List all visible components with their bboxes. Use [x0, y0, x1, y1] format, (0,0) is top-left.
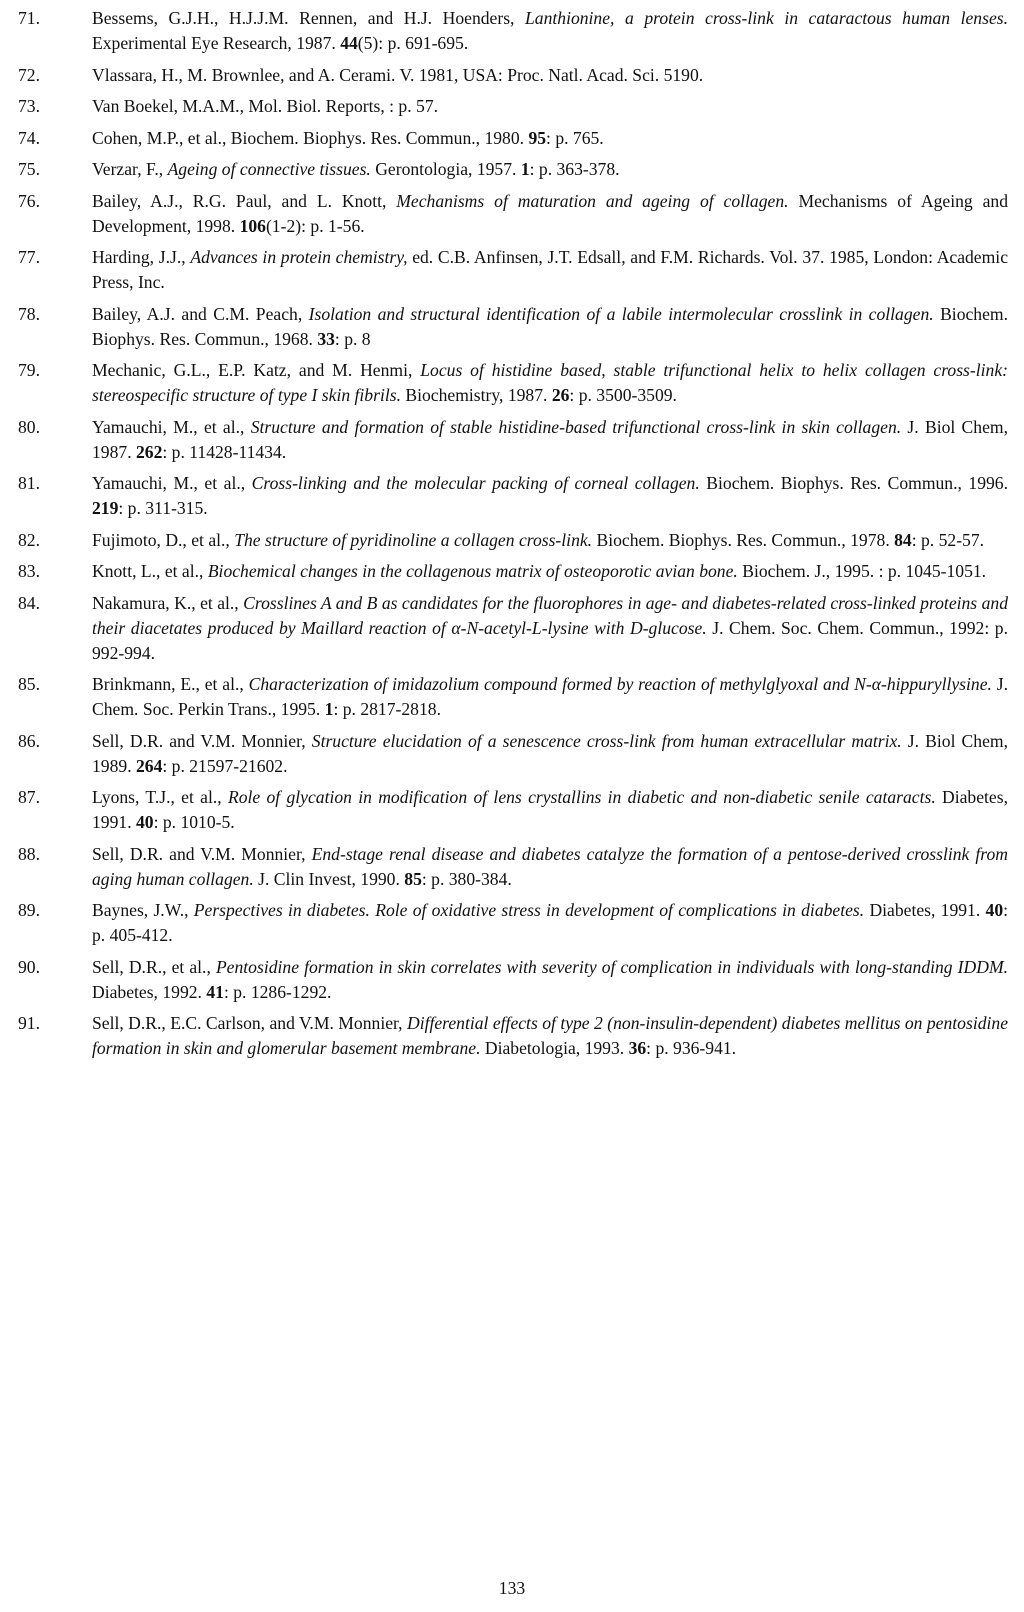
reference-pages: : p. 3500-3509. [569, 385, 677, 405]
reference-source: Gerontologia, 1957. [370, 159, 521, 179]
reference-source: ed. C.B. Anfinsen, J.T. Edsall, and F.M. Richards. Vol. 37. 1985, London: Academic Press, Inc. [92, 247, 1009, 292]
reference-item [0, 157, 1024, 182]
reference-number: 88. [18, 843, 40, 864]
reference-text [92, 559, 1008, 584]
reference-authors: Nakamura, K., et al., [92, 592, 244, 613]
reference-authors: Van Boekel, M.A.M., Mol. Biol. Reports, [92, 96, 390, 116]
reference-pages: (5): p. 691-695. [357, 33, 469, 53]
page-number: 133 [498, 1578, 526, 1598]
reference-pages: : p. 1010-5. [153, 812, 235, 832]
reference-source: J. Chem. Soc. Chem. Commun., 1992: p. 992-994. [92, 617, 1008, 663]
reference-item [0, 1011, 1024, 1061]
reference-authors: Knott, L., et al., [92, 561, 208, 581]
reference-pages: : p. 11428-11434. [162, 441, 287, 462]
reference-pages: : p. 1286-1292. [223, 981, 332, 1002]
reference-number: 80. [18, 416, 40, 437]
reference-authors: Sell, D.R., et al., [92, 956, 216, 977]
reference-authors: Baynes, J.W., [92, 900, 194, 920]
reference-text [92, 6, 1008, 56]
reference-volume: 219 [92, 498, 119, 518]
reference-authors: Yamauchi, M., et al., [92, 473, 252, 493]
reference-volume: 85 [404, 868, 422, 889]
reference-item [0, 126, 1024, 151]
reference-source: J. Clin Invest, 1990. [253, 868, 405, 889]
reference-text [92, 415, 1008, 465]
reference-text [92, 672, 1008, 722]
reference-authors: Harding, J.J., [92, 247, 191, 267]
reference-item [0, 898, 1024, 948]
reference-volume: 264 [135, 755, 163, 776]
reference-volume: 41 [206, 981, 224, 1002]
reference-number: 72. [18, 64, 40, 85]
reference-volume: 1 [324, 699, 334, 719]
reference-list [0, 6, 1024, 1068]
reference-text [92, 898, 1008, 948]
reference-pages: : p. 380-384. [421, 868, 512, 889]
reference-number: 73. [18, 96, 40, 116]
reference-title: Locus of histidine based, stable trifunctional helix to helix collagen cross-link: stereospecific structure of type I skin fibrils. [92, 360, 1008, 405]
reference-text [92, 126, 1008, 151]
reference-volume: 40 [985, 900, 1004, 920]
reference-title: Role of glycation in modification of lens crystallins in diabetic and non-diabetic senile cataracts. [227, 787, 936, 807]
reference-pages: : p. 311-315. [118, 498, 208, 518]
reference-authors: Mechanic, G.L., E.P. Katz, and M. Henmi, [92, 360, 421, 380]
reference-number: 74. [18, 127, 40, 148]
reference-number: 91. [18, 1013, 40, 1033]
reference-title: Differential effects of type 2 (non-insulin-dependent) diabetes mellitus on pentosidine formation in skin and glomerular basement membrane. [92, 1013, 1009, 1058]
reference-item [0, 245, 1024, 295]
reference-authors: Vlassara, H., M. Brownlee, and A. Cerami. V [92, 64, 410, 85]
reference-authors: Brinkmann, E., et al., [92, 674, 249, 694]
reference-volume: 40 [135, 812, 154, 832]
reference-volume: 44 [340, 33, 358, 53]
reference-title: Lanthionine, a protein cross-link in cataractous human lenses. [525, 8, 1008, 28]
reference-authors: Bailey, A.J., R.G. Paul, and L. Knott, [92, 190, 397, 211]
reference-item [0, 358, 1024, 408]
reference-text [92, 302, 1008, 352]
reference-title: Biochemical changes in the collagenous matrix of osteoporotic avian bone. [207, 561, 738, 581]
reference-item [0, 729, 1024, 779]
reference-title: Pentosidine formation in skin correlates with severity of complication in individuals with long-standing IDDM. [215, 956, 1008, 977]
reference-source: Biochemistry, 1987. [400, 385, 552, 405]
reference-number: 90. [18, 956, 40, 977]
reference-number: 84. [18, 592, 40, 613]
reference-item [0, 471, 1024, 521]
reference-volume: 1 [520, 159, 530, 179]
reference-volume: 262 [135, 441, 163, 462]
reference-authors: Bessems, G.J.H., H.J.J.M. Rennen, and H.J. Hoenders, [92, 8, 525, 28]
reference-pages: : p. 1045-1051. [878, 561, 987, 581]
reference-title: Structure and formation of stable histidine-based trifunctional cross-link in skin collagen. [250, 416, 902, 437]
reference-source: J. Biol Chem, 1987. [92, 416, 1008, 462]
reference-item [0, 955, 1024, 1005]
reference-title: Characterization of imidazolium compound formed by reaction of methylglyoxal and N-α-hippuryllysine. [248, 674, 992, 694]
reference-title: End-stage renal disease and diabetes catalyze the formation of a pentose-derived crosslink from aging human collagen. [92, 843, 1008, 889]
reference-pages: : p. 936-941. [646, 1038, 737, 1058]
reference-authors: Lyons, T.J., et al., [92, 787, 228, 807]
reference-authors: Fujimoto, D., et al., [92, 529, 235, 550]
reference-volume: 26 [551, 385, 570, 405]
reference-title: Crosslines A and B as candidates for the fluorophores in age- and diabetes-related cross-linked proteins and their diacetates produced by Maillard reaction of α-N-acetyl-L-lysine with D-glucose. [92, 592, 1008, 638]
reference-number: 85. [18, 674, 40, 694]
reference-authors: Sell, D.R. and V.M. Monnier, [92, 730, 312, 751]
reference-pages: : p. 405-412. [92, 900, 1009, 945]
reference-text [92, 528, 1008, 553]
reference-item [0, 189, 1024, 239]
reference-pages: : p. 8 [334, 328, 371, 349]
reference-source: Biochem. J., 1995. [737, 561, 879, 581]
reference-text [92, 471, 1008, 521]
reference-item [0, 842, 1024, 892]
reference-pages: : p. 363-378. [529, 159, 620, 179]
reference-item [0, 672, 1024, 722]
reference-item [0, 591, 1024, 666]
reference-volume: 84 [894, 529, 912, 550]
reference-number: 75. [18, 159, 40, 179]
reference-text [92, 591, 1008, 666]
reference-text [92, 729, 1008, 779]
reference-source: Biochem. Biophys. Res. Commun., 1996. [699, 473, 1008, 493]
reference-number: 71. [18, 8, 40, 28]
reference-source: J. Biol Chem, 1989. [92, 730, 1008, 776]
reference-source: Biochem. Biophys. Res. Commun., 1968. [92, 303, 1008, 349]
reference-number: 82. [18, 529, 40, 550]
reference-title: Cross-linking and the molecular packing of corneal collagen. [251, 473, 700, 493]
reference-item [0, 785, 1024, 835]
reference-text [92, 842, 1008, 892]
reference-text [92, 358, 1008, 408]
reference-number: 79. [18, 360, 40, 380]
reference-pages: (1-2): p. 1-56. [265, 215, 365, 236]
reference-number: 89. [18, 900, 40, 920]
reference-number: 87. [18, 787, 40, 807]
reference-source: . 1981, USA: Proc. Natl. Acad. Sci. 5190. [409, 64, 704, 85]
reference-item [0, 6, 1024, 56]
reference-authors: Bailey, A.J. and C.M. Peach, [92, 303, 309, 324]
reference-item [0, 415, 1024, 465]
reference-item [0, 63, 1024, 88]
reference-title: The structure of pyridinoline a collagen cross-link. [234, 529, 593, 550]
reference-title: Ageing of connective tissues. [167, 159, 371, 179]
reference-volume: 36 [628, 1038, 647, 1058]
reference-volume: 106 [239, 215, 266, 236]
reference-number: 81. [18, 473, 40, 493]
reference-pages: : p. 765. [546, 127, 604, 148]
reference-text [92, 189, 1008, 239]
reference-text [92, 1011, 1008, 1061]
reference-text [92, 157, 1008, 182]
reference-item [0, 559, 1024, 584]
reference-authors: Cohen, M.P., et al., Biochem. Biophys. Res. Commun., 1980. [92, 127, 529, 148]
reference-item [0, 94, 1024, 119]
reference-title: Perspectives in diabetes. Role of oxidative stress in development of complications in diabetes. [193, 900, 865, 920]
reference-title: Advances in protein chemistry, [190, 247, 408, 267]
reference-source: Diabetes, 1992. [92, 981, 207, 1002]
reference-volume: 95 [528, 127, 547, 148]
reference-number: 77. [18, 247, 40, 267]
reference-pages: : p. 52-57. [911, 529, 985, 550]
reference-title: Isolation and structural identification of a labile intermolecular crosslink in collagen. [308, 303, 934, 324]
reference-source: Diabetes, 1991. [92, 787, 1008, 832]
reference-source: Diabetologia, 1993. [480, 1038, 629, 1058]
reference-source: Diabetes, 1991. [864, 900, 986, 920]
reference-pages: : p. 2817-2818. [333, 699, 441, 719]
reference-text [92, 63, 1008, 88]
reference-title: Mechanisms of maturation and ageing of collagen. [396, 190, 789, 211]
reference-item [0, 528, 1024, 553]
reference-source: Experimental Eye Research, 1987. [92, 33, 341, 53]
reference-authors: Sell, D.R., E.C. Carlson, and V.M. Monnier, [92, 1013, 407, 1033]
reference-number: 86. [18, 730, 40, 751]
reference-source: J. Chem. Soc. Perkin Trans., 1995. [92, 674, 1008, 719]
reference-volume: 33 [317, 328, 335, 349]
reference-text [92, 785, 1008, 835]
reference-title: Structure elucidation of a senescence cross-link from human extracellular matrix. [311, 730, 902, 751]
reference-authors: Verzar, F., [92, 159, 168, 179]
reference-number: 76. [18, 190, 40, 211]
reference-authors: Sell, D.R. and V.M. Monnier, [92, 843, 312, 864]
reference-authors: Yamauchi, M., et al., [92, 416, 251, 437]
reference-source: : p. 57. [389, 96, 439, 116]
reference-number: 83. [18, 561, 40, 581]
reference-text [92, 955, 1008, 1005]
reference-text [92, 245, 1008, 295]
reference-number: 78. [18, 303, 40, 324]
reference-source: Biochem. Biophys. Res. Commun., 1978. [592, 529, 895, 550]
reference-text [92, 94, 1008, 119]
reference-pages: : p. 21597-21602. [162, 755, 288, 776]
reference-source: Mechanisms of Ageing and Development, 1998. [92, 190, 1009, 236]
reference-item [0, 302, 1024, 352]
